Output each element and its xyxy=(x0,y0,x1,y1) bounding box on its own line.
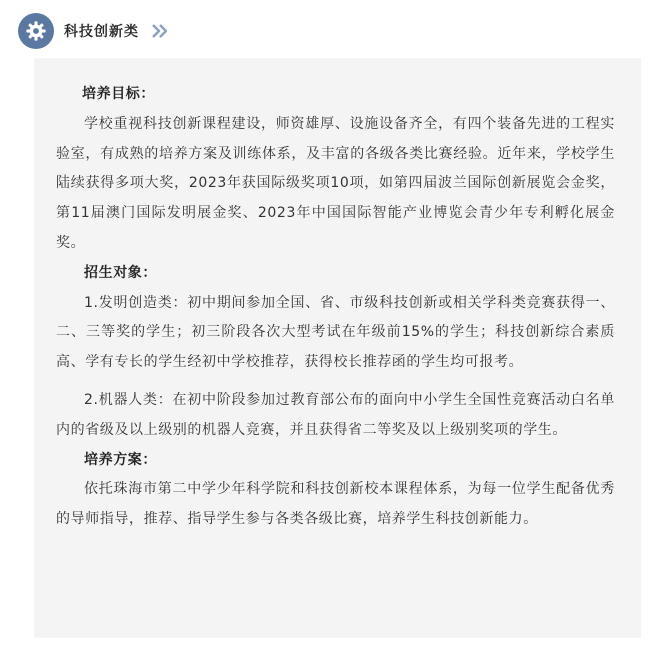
section-title: 科技创新类 xyxy=(64,24,139,40)
target-item-robotics: 2.机器人类：在初中阶段参加过教育部公布的面向中小学生全国性竞赛活动白名单内的省级及以上级别的机器人竞赛，并且获得省二等奖及以上级别奖项的学生。 xyxy=(56,391,615,438)
plan-text: 依托珠海市第二中学少年科学院和科技创新校本课程体系，为每一位学生配备优秀的导师指导，推荐、指导学生参与各类各级比赛，培养学生科技创新能力。 xyxy=(56,481,615,528)
target-item-invention: 1.发明创造类：初中期间参加全国、省、市级科技创新或相关学科类竞赛获得一、二、三等奖的学生；初三阶段各次大型考试在年级前15%的学生；科技创新综合素质高、学有专长的学生经初中学校推荐，获得校长推荐函的学生均可报考。 xyxy=(56,294,615,371)
content-card xyxy=(34,58,641,638)
plan-heading: 培养方案： xyxy=(84,451,157,468)
target-heading: 招生对象： xyxy=(84,264,157,281)
gear-badge xyxy=(18,13,54,49)
section-header xyxy=(18,12,169,50)
goal-text: 学校重视科技创新课程建设，师资雄厚、设施设备齐全，有四个装备先进的工程实验室，有成熟的培养方案及训练体系，及丰富的各级各类比赛经验。近年来，学校学生陆续获得多项大奖，2023年获国际级奖项10项，如第四届波兰国际创新展览会金奖，第11届澳门国际发明展金奖、2023年中国国际智能产业博览会青少年专利孵化展金奖。 xyxy=(56,115,615,251)
double-chevron-icon xyxy=(151,23,169,39)
goal-heading: 培养目标： xyxy=(82,86,155,102)
gear-icon xyxy=(25,20,47,42)
